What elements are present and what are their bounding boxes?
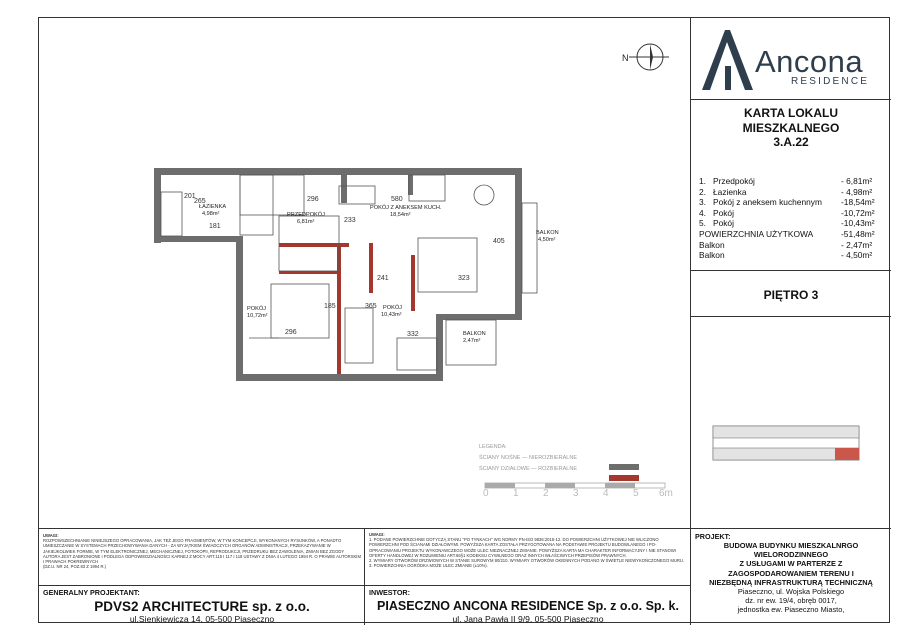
project-line: Z USŁUGAMI W PARTERZE Z bbox=[739, 559, 843, 569]
notes-left-ref: (DZ.U. NR 24, POZ.83 Z 1994 R.) bbox=[43, 564, 107, 570]
room-num: 4. bbox=[699, 207, 706, 218]
room-name: Przedpokój bbox=[713, 176, 755, 186]
legend-swatch-partition bbox=[609, 475, 639, 481]
dim-296a: 296 bbox=[307, 196, 319, 203]
dim-323: 323 bbox=[458, 275, 470, 282]
label-balkon1-area: 4,50m² bbox=[538, 237, 556, 243]
dim-405: 405 bbox=[493, 238, 505, 245]
legend-title: LEGENDA: bbox=[479, 444, 507, 450]
summary-area: -51,48m² bbox=[841, 228, 875, 239]
label-pokoj-kuch-area: 18,54m² bbox=[390, 212, 411, 218]
room-area: - 4,98m² bbox=[841, 186, 873, 197]
unit-number: 3.A.22 bbox=[773, 135, 809, 149]
notes-right-cell bbox=[365, 529, 691, 625]
project-line: ZAGOSPODAROWANIEM TERENU I bbox=[728, 568, 854, 578]
compass-n-label: N bbox=[622, 53, 629, 63]
room-row bbox=[699, 208, 885, 219]
investor-name: PIASECZNO ANCONA RESIDENCE Sp. z o.o. Sp. k. bbox=[377, 599, 679, 613]
scale-tick: 0 bbox=[483, 488, 489, 499]
divider bbox=[365, 585, 691, 586]
label-pokoj5-area: 10,43m² bbox=[381, 312, 402, 318]
legend-row-load: ŚCIANY NOŚNE — NIEROZBIERALNE bbox=[479, 455, 578, 461]
ancona-logo-icon bbox=[697, 26, 757, 96]
label-balkon2-area: 2,47m² bbox=[463, 338, 481, 344]
floor-plan-drawing bbox=[39, 18, 691, 528]
project-title bbox=[691, 541, 891, 615]
label-pokoj5: POKÓJ bbox=[383, 305, 402, 311]
scale-tick: 1 bbox=[513, 488, 519, 499]
notes-left bbox=[43, 533, 361, 569]
label-lazienka: ŁAZIENKA bbox=[199, 204, 227, 210]
label-pokoj4: POKÓJ bbox=[247, 306, 266, 312]
summary-name: Balkon bbox=[699, 239, 725, 250]
label-przedpokoj-area: 6,81m² bbox=[297, 219, 315, 225]
room-name: Pokój bbox=[713, 218, 734, 229]
project-line: BUDOWA BUDYNKU MIESZKALNRGO bbox=[723, 541, 859, 550]
divider bbox=[39, 585, 365, 586]
room-name: Łazienka bbox=[713, 186, 747, 197]
project-address-line: Piaseczno, ul. Wojska Polskiego bbox=[737, 587, 845, 597]
designer-name: PDVS2 ARCHITECTURE sp. z o.o. bbox=[94, 599, 310, 614]
logo-subtitle: RESIDENCE bbox=[791, 76, 870, 87]
notes-left-text: ROZPOWSZECHNIANIE NINIEJSZEGO OPRACOWANIA, JAK TEŻ JEGO FRAGMENTÓW, W TYM KONCEPCJI, WYKONANYCH RYSUNKÓW, A PONADTO UMIESZCZANIE W SYSTEMACH PRZECHOWYWANIA DANYCH - ZA WYJĄTKIEM ŚWIADCZYCH ORGANÓW ADMINISTRACJI, PRZEKAZYWANIE W JAKIEJKOLWIEK FORMIE, W TYM ELEKTRONICZNEJ, MECHANICZNEJ, FOTOKOPII, REPRODUKCJI, PRZEDRUKU BEZ ZAWOLENIA, ZMIAN BEZ ZGODY AUTORA JEST ZABRONIONE I PODLEGA ODPOWIEDZIALNOŚCI KARNEJ Z MOCY ART.115 I 117 I 118 USTAWY Z DNIA 4 LUTEGO 1994 R. O PRAWIE AUTORSKIM I PRAWACH POKREWNYCH bbox=[43, 538, 361, 565]
room-row bbox=[699, 176, 885, 187]
dim-332: 332 bbox=[407, 331, 419, 338]
logo-box bbox=[691, 18, 891, 100]
notes-left-cell bbox=[39, 529, 365, 625]
summary-area: - 2,47m² bbox=[841, 239, 873, 250]
dim-241: 241 bbox=[377, 275, 389, 282]
scale-tick: 5 bbox=[633, 488, 639, 499]
notes-left-title: UWAGI: bbox=[43, 533, 59, 538]
room-row bbox=[699, 218, 885, 229]
label-pokoj-kuch: POKÓJ Z ANEKSEM KUCH. bbox=[370, 205, 442, 211]
dim-233: 233 bbox=[344, 217, 356, 224]
designer-address: ul.Sienkiewicza 14, 05-500 Piaseczno bbox=[129, 614, 275, 624]
legend-row-partition: ŚCIANY DZIAŁOWE — ROZBIERALNE bbox=[479, 466, 578, 472]
legend-swatch-load bbox=[609, 464, 639, 470]
card-title-line1: KARTA LOKALU bbox=[744, 106, 838, 120]
dim-265: 265 bbox=[194, 198, 206, 205]
room-name: Pokój z aneksem kuchennym bbox=[713, 197, 822, 208]
project-address-line: jednostka ew. Piaseczno Miasto, bbox=[737, 605, 845, 615]
designer-label: GENERALNY PROJEKTANT: bbox=[43, 588, 140, 597]
logo-wordmark: Ancona bbox=[755, 44, 864, 79]
notes-right-item: 3. POWIERZCHNIA OGRÓDKA MOŻE ULEC ZMIANIE (±10%). bbox=[369, 563, 488, 569]
notes-right-title: UWAGI: bbox=[369, 532, 385, 537]
investor-address: ul. Jana Pawła II 9/9, 05-500 Piaseczno bbox=[452, 614, 604, 624]
floor-label: PIĘTRO 3 bbox=[763, 288, 819, 302]
dim-185: 185 bbox=[324, 303, 336, 310]
summary-area: - 4,50m² bbox=[841, 250, 873, 261]
room-row bbox=[699, 187, 885, 198]
dim-181: 181 bbox=[209, 223, 221, 230]
project-label: PROJEKT: bbox=[695, 532, 731, 541]
summary-name: Balkon bbox=[699, 250, 725, 261]
room-area: -18,54m² bbox=[841, 197, 875, 208]
room-num: 3. bbox=[699, 197, 706, 208]
scale-tick: 6m bbox=[659, 488, 673, 499]
label-przedpokoj: PRZEDPOKÓJ bbox=[287, 212, 325, 218]
dim-580: 580 bbox=[391, 196, 403, 203]
label-balkon2: BALKON bbox=[463, 331, 486, 337]
room-num: 5. bbox=[699, 218, 706, 229]
project-line: NIEZBĘDNĄ INFRASTRUKTURĄ TECHNICZNĄ bbox=[709, 577, 873, 587]
project-line: WIELORODZINNEGO bbox=[753, 550, 829, 560]
summary-row bbox=[699, 250, 885, 261]
room-row bbox=[699, 197, 885, 208]
room-area: -10,72m² bbox=[841, 207, 875, 218]
scale-tick: 2 bbox=[543, 488, 549, 499]
card-title bbox=[691, 106, 891, 150]
compass-rose bbox=[622, 44, 669, 70]
project-address-line: dz. nr ew. 19/4, obręb 0017, bbox=[745, 596, 837, 606]
notes-right-item: 1. PODANE POWIERZCHNIE DOTYCZĄ STANU "PO TYNKACH" WG NORMY PN-ISO 9836:2015-12. DO POWIERZCHNI UŻYTKOWEJ NIE WLICZONO POWIERZCHNI POD ŚCIANAMI DZIAŁOWYMI. POWYŻSZA KARTA ZOSTAŁA PRZYGOTOWANA NA PODSTAWIE PROJEKTU BUDOWLANEGO I PO-OPRACOWANIU PROJEKTU WYKONAWCZEGO MOŻE ULEC NIEZNACZNEJ ZMIANIE. POWYŻSZA KARTA MA CHARAKTER INFORMACYJNY I NIE STANOWI OFERTY HANDLOWEJ W ROZUMIENIU ART.66§1 KODEKSU CYWILNEGO ORAZ INNYCH WŁAŚCIWYCH PRZEPISÓW PRAWNYCH. bbox=[369, 537, 676, 558]
investor-label: INWESTOR: bbox=[369, 588, 410, 597]
dim-365: 365 bbox=[365, 303, 377, 310]
legend bbox=[479, 442, 577, 475]
label-pokoj4-area: 10,72m² bbox=[247, 313, 268, 319]
summary-row bbox=[699, 240, 885, 251]
room-area: -10,43m² bbox=[841, 218, 875, 229]
room-num: 1. bbox=[699, 176, 706, 186]
notes-right-item: 2. WYMIARY OTWORÓW DRZWIOWYCH W STANIE SUROWYM 90/210. WYMIARY OTWORÓW OKIENNYCH PODANO W ŚWIETLE NIEWYKOŃCZONEGO MURU. bbox=[369, 558, 685, 564]
summary-name: POWIERZCHNIA UŻYTKOWA bbox=[699, 228, 814, 239]
project-cell bbox=[691, 529, 891, 625]
room-list bbox=[699, 176, 885, 261]
card-title-line2: MIESZKALNEGO bbox=[742, 120, 840, 135]
label-lazienka-area: 4,98m² bbox=[202, 211, 220, 217]
summary-row bbox=[699, 229, 885, 240]
dim-201: 201 bbox=[184, 193, 196, 200]
scale-tick: 4 bbox=[603, 488, 609, 499]
bottom-strip bbox=[39, 528, 891, 624]
label-balkon1: BALKON bbox=[536, 230, 559, 236]
scale-tick: 3 bbox=[573, 488, 579, 499]
divider bbox=[691, 270, 891, 271]
room-name: Pokój bbox=[713, 207, 734, 218]
drawing-sheet bbox=[38, 17, 890, 623]
divider bbox=[691, 316, 891, 317]
notes-right bbox=[369, 532, 687, 568]
room-area: - 6,81m² bbox=[841, 176, 873, 186]
dim-296b: 296 bbox=[285, 329, 297, 336]
floor-plan-area bbox=[39, 18, 691, 528]
key-plan-drawing bbox=[711, 420, 861, 480]
room-num: 2. bbox=[699, 186, 706, 197]
